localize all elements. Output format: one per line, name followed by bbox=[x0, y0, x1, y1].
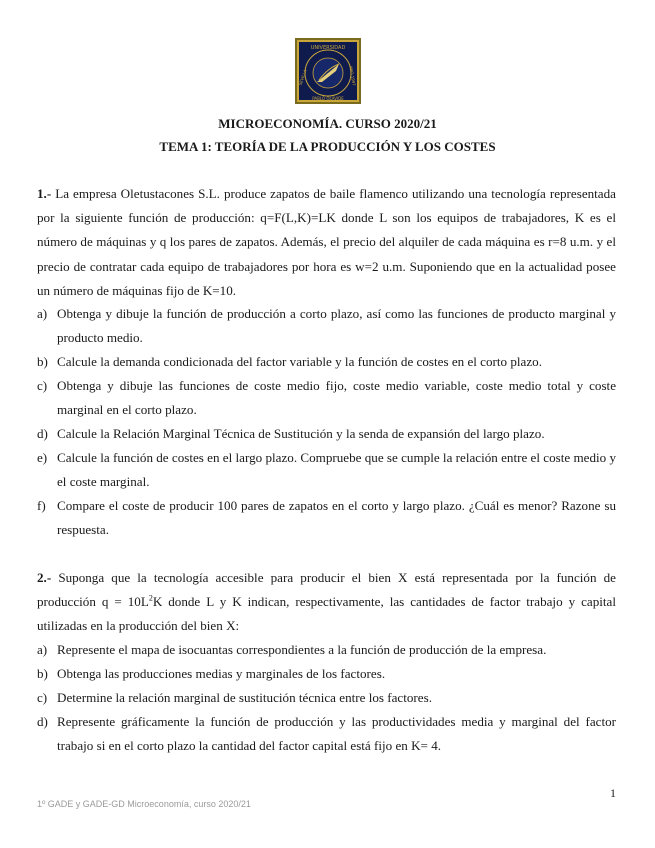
exercise-1-item-b bbox=[37, 350, 616, 374]
document-subtitle: TEMA 1: TEORÍA DE LA PRODUCCIÓN Y LOS COSTES bbox=[159, 139, 496, 154]
item-text: Compare el coste de producir 100 pares de zapatos en el corto y largo plazo. ¿Cuál es menor? Razone su respuesta. bbox=[57, 498, 616, 538]
exercise-2-text-a: Suponga que la tecnología accesible para producir el bien X está representada por la función de producción q = 10L bbox=[37, 570, 616, 610]
logo-bottom-text: PABLO OLAVIDE bbox=[312, 96, 344, 101]
item-text: Calcule la Relación Marginal Técnica de Sustitución y la senda de expansión del largo plazo. bbox=[57, 426, 545, 441]
item-text: Determine la relación marginal de sustitución técnica entre los factores. bbox=[57, 690, 432, 705]
item-text: Represente gráficamente la función de producción y las productividades media y marginal del factor trabajo si en el corto plazo la cantidad del factor capital está fijo en K= 4. bbox=[57, 714, 616, 754]
item-text: Represente el mapa de isocuantas correspondientes a la función de producción de la empresa. bbox=[57, 642, 547, 657]
exercise-2-item-d bbox=[37, 710, 616, 758]
exercise-1-item-f bbox=[37, 494, 616, 542]
item-label: f) bbox=[37, 498, 46, 513]
exercise-1-text: La empresa Oletustacones S.L. produce zapatos de baile flamenco utilizando una tecnología representada por la siguiente función de producción: q=F(L,K)=LK donde L son los equipos de trabajadores, K es el número de máquinas y q los pares de zapatos. Además, el precio del alquiler de cada máquina es r=8 u.m. y el precio de contratar cada equipo de trabajadores por hora es w=2 u.m. Suponiendo que en la actualidad posee un número de máquinas fijo de K=10. bbox=[37, 186, 616, 298]
item-label: a) bbox=[37, 642, 48, 657]
exercise-1-item-d bbox=[37, 422, 616, 446]
item-text: Calcule la demanda condicionada del factor variable y la función de costes en el corto plazo. bbox=[57, 354, 542, 369]
item-label: c) bbox=[37, 378, 48, 393]
logo-right-text: ANO 1997 bbox=[348, 65, 357, 87]
logo-top-text: UNIVERSIDAD bbox=[310, 45, 346, 51]
exercise-2-intro bbox=[37, 566, 616, 639]
item-text: Obtenga y dibuje las funciones de coste medio fijo, coste medio variable, coste medio total y coste marginal en el corto plazo. bbox=[57, 378, 616, 418]
exercise-1-item-e bbox=[37, 446, 616, 494]
page-number: 1 bbox=[610, 786, 616, 800]
item-label: a) bbox=[37, 306, 48, 321]
exercise-2-item-a bbox=[37, 638, 616, 662]
document-title: MICROECONOMÍA. CURSO 2020/21 bbox=[218, 116, 437, 131]
item-text: Obtenga las producciones medias y marginales de los factores. bbox=[57, 666, 386, 681]
exercise-2-number: 2.- bbox=[37, 570, 52, 585]
item-label: b) bbox=[37, 354, 48, 369]
exercise-2-item-b bbox=[37, 662, 616, 686]
exercise-2-exponent: 2 bbox=[148, 593, 153, 603]
exercise-1-item-c bbox=[37, 374, 616, 422]
exercise-2-item-c bbox=[37, 686, 616, 710]
university-logo bbox=[295, 38, 361, 104]
page-footer: 1º GADE y GADE-GD Microeconomía, curso 2020/21 bbox=[37, 799, 251, 809]
item-label: e) bbox=[37, 450, 48, 465]
item-text: Obtenga y dibuje la función de producción a corto plazo, así como las funciones de producto marginal y producto medio. bbox=[57, 306, 616, 346]
exercise-2-text-b: K donde L y K indican, respectivamente, las cantidades de factor trabajo y capital utilizadas en la producción del bien X: bbox=[37, 594, 616, 634]
logo-left-text: SEVILLA bbox=[297, 68, 308, 86]
item-text: Calcule la función de costes en el largo plazo. Compruebe que se cumple la relación entre el coste medio y el coste marginal. bbox=[57, 450, 616, 490]
item-label: d) bbox=[37, 426, 48, 441]
item-label: b) bbox=[37, 666, 48, 681]
exercise-1-number: 1.- bbox=[37, 186, 52, 201]
exercise-1-intro bbox=[37, 182, 616, 303]
item-label: d) bbox=[37, 714, 48, 729]
item-label: c) bbox=[37, 690, 48, 705]
exercise-1-item-a bbox=[37, 302, 616, 350]
